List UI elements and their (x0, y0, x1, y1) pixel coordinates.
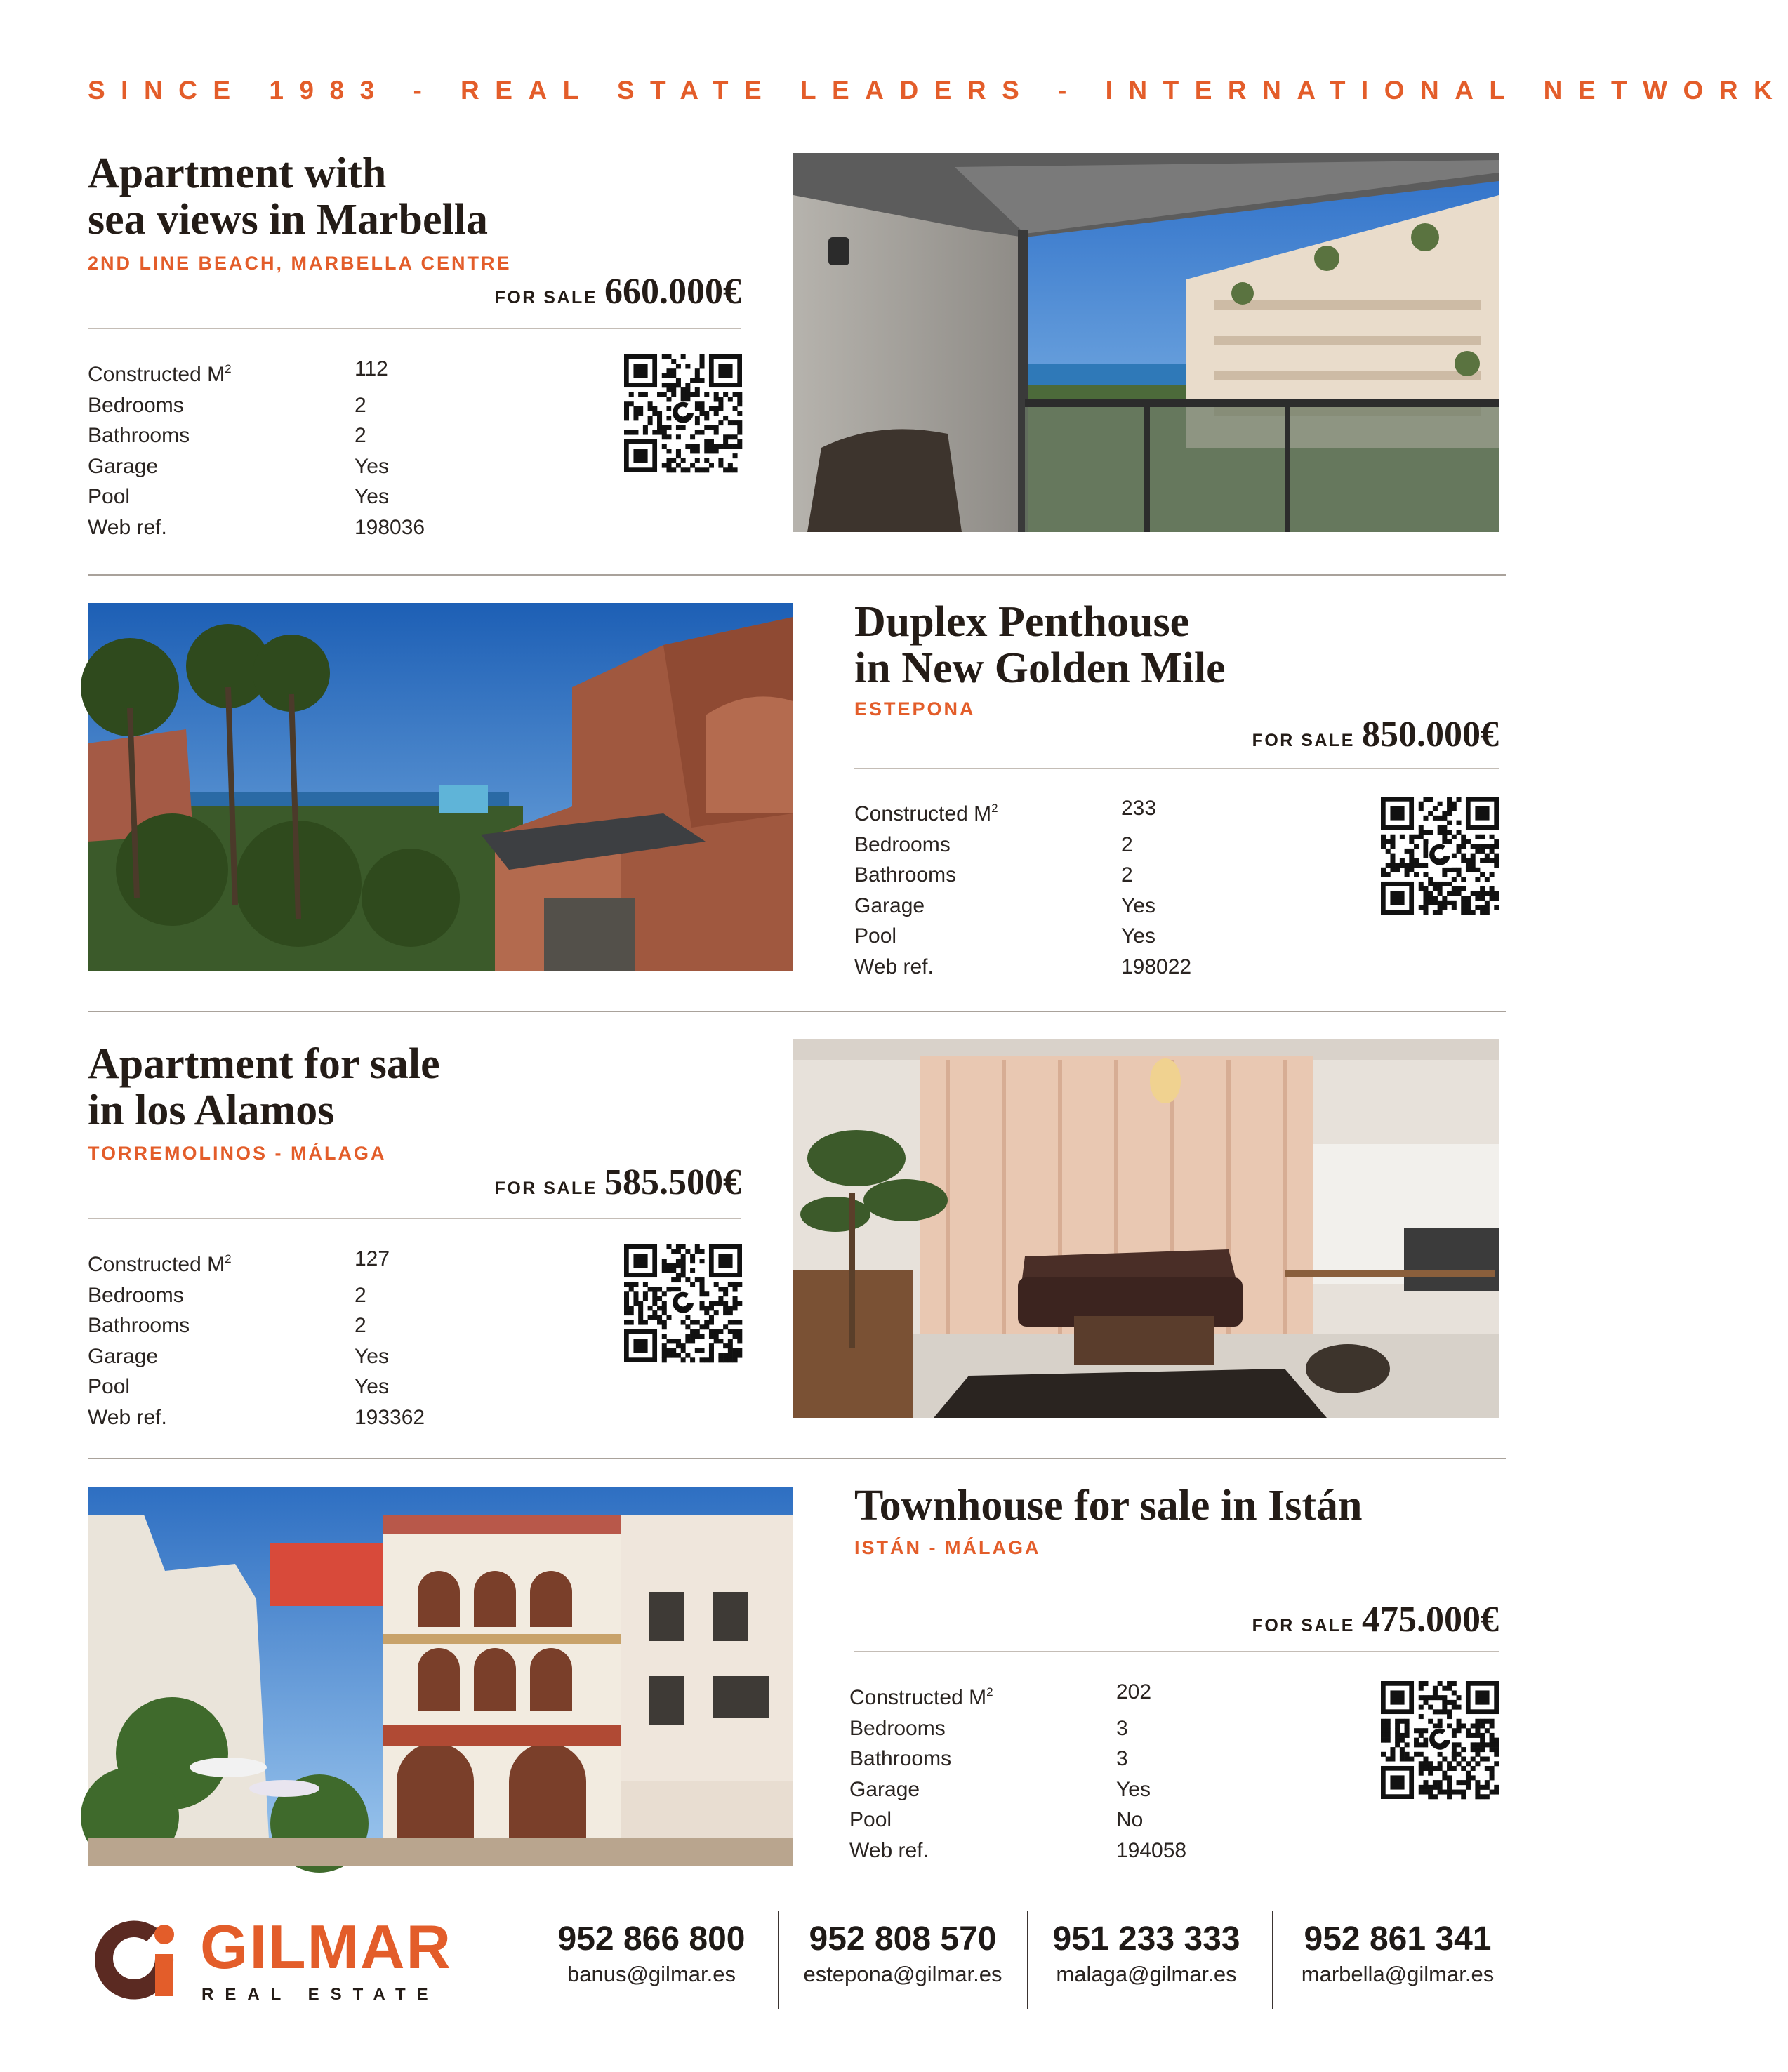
price-value: 660.000€ (604, 272, 741, 312)
spec-constructed-value: 112 (355, 357, 388, 380)
property-photo-living-room (793, 1039, 1499, 1418)
title-line-1: Duplex Penthouse (854, 598, 1190, 646)
spec-row-bedrooms: Bedrooms 2 (854, 830, 1191, 861)
spec-garage-value: Yes (1121, 894, 1155, 917)
price-value: 475.000€ (1362, 1600, 1499, 1640)
qr-pattern-icon (1381, 797, 1499, 915)
qr-code-icon[interactable] (1381, 797, 1499, 915)
title-line-2: in New Golden Mile (854, 644, 1226, 692)
spec-constructed-value: 233 (1121, 797, 1157, 820)
spec-row-webref: Web ref. 193362 (88, 1402, 425, 1433)
spec-row-garage: Garage Yes (88, 451, 425, 482)
qr-pattern-icon (1381, 1681, 1499, 1799)
spec-row-garage: Garage Yes (849, 1774, 1186, 1805)
price-tag (1252, 714, 1499, 755)
listing-title (88, 1041, 440, 1134)
spec-row-webref: Web ref. 198022 (854, 952, 1191, 983)
spec-row-bathrooms: Bathrooms 2 (88, 1310, 425, 1341)
office-phone[interactable]: 951 233 333 (1052, 1920, 1240, 1958)
for-sale-label: FOR SALE (494, 1178, 597, 1198)
title-line-2: sea views in Marbella (88, 196, 488, 244)
spec-garage-value: Yes (1116, 1777, 1151, 1801)
spec-row-garage: Garage Yes (854, 891, 1191, 922)
listing-location: ISTÁN - MÁLAGA (854, 1537, 1041, 1558)
spec-row-bathrooms: Bathrooms 3 (849, 1744, 1186, 1774)
listing-title (854, 599, 1226, 691)
spec-row-constructed: Constructed $M^2$ 202 (849, 1677, 1186, 1713)
spec-table (854, 793, 1191, 982)
title-line-1: Townhouse for sale in Istán (854, 1482, 1363, 1529)
gilmar-logo (88, 1909, 453, 2007)
listing-location: TORREMOLINOS - MÁLAGA (88, 1143, 387, 1164)
brand-subtitle: REAL ESTATE (201, 1985, 439, 2004)
office-marbella (1278, 1920, 1517, 1987)
office-estepona (783, 1920, 1022, 1987)
section-separator (88, 574, 1506, 576)
property-photo-garden (88, 603, 793, 971)
title-line-1: Apartment for sale (88, 1040, 440, 1088)
spec-webref-value: 198022 (1121, 955, 1192, 978)
spec-webref-value: 193362 (355, 1405, 425, 1429)
spec-table (849, 1677, 1186, 1866)
property-photo-terrace (793, 153, 1499, 532)
spec-pool-value: Yes (1121, 924, 1155, 948)
spec-bathrooms-value: 3 (1116, 1747, 1128, 1770)
spec-bedrooms-value: 2 (355, 1283, 366, 1307)
spec-webref-value: 198036 (355, 515, 425, 539)
office-phone[interactable]: 952 808 570 (809, 1920, 997, 1958)
footer-divider (778, 1911, 779, 2009)
office-banus (532, 1920, 771, 1987)
divider (88, 328, 741, 329)
spec-row-constructed: Constructed $M^2$ 112 (88, 354, 425, 390)
brand-name: GILMAR (200, 1912, 453, 1981)
spec-constructed-value: 127 (355, 1247, 390, 1270)
price-tag (495, 1162, 741, 1203)
office-phone[interactable]: 952 866 800 (557, 1920, 746, 1958)
divider (854, 768, 1499, 769)
footer-divider (1272, 1911, 1273, 2009)
price-tag (495, 271, 741, 312)
for-sale-label: FOR SALE (1252, 1616, 1355, 1635)
spec-garage-value: Yes (355, 1344, 389, 1368)
price-value: 585.500€ (604, 1162, 741, 1202)
spec-row-webref: Web ref. 198036 (88, 512, 425, 543)
office-email[interactable]: banus@gilmar.es (567, 1962, 736, 1986)
for-sale-label: FOR SALE (1252, 731, 1355, 750)
listing-title (88, 150, 488, 243)
office-email[interactable]: estepona@gilmar.es (803, 1962, 1002, 1986)
qr-pattern-icon (624, 354, 742, 472)
spec-pool-value: No (1116, 1808, 1144, 1831)
spec-row-bedrooms: Bedrooms 3 (849, 1713, 1186, 1744)
listing-location: ESTEPONA (854, 698, 976, 719)
listing-location: 2ND LINE BEACH, MARBELLA CENTRE (88, 253, 512, 274)
divider (88, 1218, 741, 1219)
office-email[interactable]: marbella@gilmar.es (1301, 1962, 1495, 1986)
office-phone[interactable]: 952 861 341 (1304, 1920, 1492, 1958)
spec-row-pool: Pool Yes (88, 1372, 425, 1402)
spec-row-bedrooms: Bedrooms 2 (88, 1280, 425, 1311)
spec-pool-value: Yes (355, 485, 389, 508)
spec-bedrooms-value: 2 (1121, 832, 1133, 856)
spec-bedrooms-value: 2 (355, 393, 366, 417)
spec-garage-value: Yes (355, 454, 389, 478)
spec-bedrooms-value: 3 (1116, 1716, 1128, 1740)
qr-code-icon[interactable] (1381, 1681, 1499, 1799)
spec-row-bathrooms: Bathrooms 2 (854, 860, 1191, 891)
spec-webref-value: 194058 (1116, 1838, 1187, 1862)
spec-bathrooms-value: 2 (1121, 863, 1133, 886)
title-line-1: Apartment with (88, 150, 387, 197)
spec-row-pool: Pool No (849, 1805, 1186, 1835)
office-malaga (1027, 1920, 1266, 1987)
spec-row-pool: Pool Yes (88, 482, 425, 512)
spec-row-bathrooms: Bathrooms 2 (88, 420, 425, 451)
spec-table (88, 354, 425, 543)
spec-constructed-value: 202 (1116, 1680, 1152, 1704)
spec-row-garage: Garage Yes (88, 1341, 425, 1372)
price-tag (1252, 1599, 1499, 1640)
spec-bathrooms-value: 2 (355, 424, 366, 447)
spec-row-constructed: Constructed $M^2$ 127 (88, 1244, 425, 1280)
qr-code-icon[interactable] (624, 354, 742, 472)
listing-title (854, 1482, 1363, 1529)
divider (854, 1651, 1499, 1652)
gilmar-logo-mark-icon (88, 1909, 186, 2007)
section-separator (88, 1458, 1506, 1459)
spec-pool-value: Yes (355, 1375, 389, 1398)
tagline: SINCE 1983 - REAL STATE LEADERS - INTERNATIONAL NETWORK (88, 76, 1788, 105)
price-value: 850.000€ (1362, 715, 1499, 755)
spec-row-constructed: Constructed $M^2$ 233 (854, 793, 1191, 830)
spec-table (88, 1244, 425, 1433)
spec-row-pool: Pool Yes (854, 921, 1191, 952)
qr-pattern-icon (624, 1244, 742, 1362)
property-photo-townhouse (88, 1487, 793, 1866)
office-email[interactable]: malaga@gilmar.es (1056, 1962, 1237, 1986)
section-separator (88, 1011, 1506, 1012)
spec-row-webref: Web ref. 194058 (849, 1835, 1186, 1866)
spec-row-bedrooms: Bedrooms 2 (88, 390, 425, 421)
spec-bathrooms-value: 2 (355, 1314, 366, 1337)
for-sale-label: FOR SALE (494, 288, 597, 307)
qr-code-icon[interactable] (624, 1244, 742, 1362)
title-line-2: in los Alamos (88, 1087, 335, 1134)
